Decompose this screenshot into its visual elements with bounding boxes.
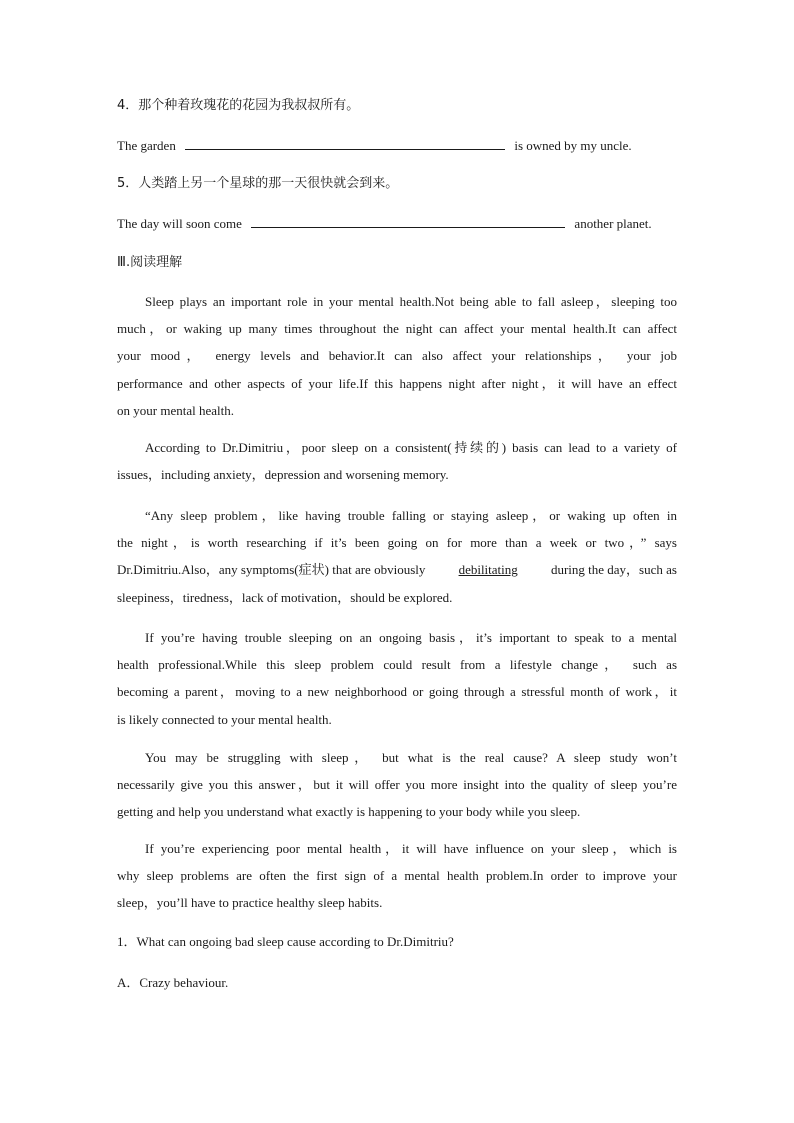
question-1-stem: 1．What can ongoing bad sleep cause according to Dr.Dimitriu? <box>117 934 454 949</box>
passage-line: why sleep problems are often the first sign of a mental health problem.In order to improve your <box>117 868 677 884</box>
passage-paragraph-5 <box>117 744 677 826</box>
passage-paragraph-2 <box>117 434 677 488</box>
question-4-prompt: 4．那个种着玫瑰花的花园为我叔叔所有。 <box>117 98 360 113</box>
passage-line-start: Dr.Dimitriu.Also，any symptoms(症状) that are obviously <box>117 562 426 578</box>
passage-line: much，or waking up many times throughout the night can affect your mental health.It can affect <box>117 321 677 337</box>
passage-paragraph-6 <box>117 835 677 917</box>
question-5-blank[interactable] <box>251 216 565 228</box>
passage-line: performance and other aspects of your life.If this happens night after night，it will have an effect <box>117 375 677 391</box>
passage-line: getting and help you understand what exactly is happening to your body while you sleep. <box>117 804 581 820</box>
passage-line: health professional.While this sleep problem could result from a lifestyle change， such as <box>117 657 677 673</box>
passage-line: You may be struggling with sleep， but what is the real cause? A sleep study won’t <box>145 750 677 765</box>
passage-line: on your mental health. <box>117 402 234 418</box>
passage-line: the night，is worth researching if it’s been going on for more than a week or two，” says <box>117 535 677 551</box>
passage-line-end: during the day，such as <box>550 562 677 578</box>
question-4-sentence <box>117 138 632 154</box>
passage-line: is likely connected to your mental health. <box>117 711 332 727</box>
passage-line: According to Dr.Dimitriu，poor sleep on a consistent(持续的) basis can lead to a variety of <box>145 440 677 455</box>
question-5-prompt: 5．人类踏上另一个星球的那一天很快就会到来。 <box>117 176 399 191</box>
question-5-before: The day will soon come <box>117 216 242 231</box>
passage-line: becoming a parent，moving to a new neighborhood or going through a stressful month of work，it <box>117 684 677 700</box>
question-1-option-a[interactable]: A．Crazy behaviour. <box>117 975 229 990</box>
passage-paragraph-3 <box>117 502 677 611</box>
passage-line: If you’re experiencing poor mental health，it will have influence on your sleep，which is <box>145 841 677 856</box>
passage-line: Sleep plays an important role in your mental health.Not being able to fall asleep，sleeping too <box>145 294 677 309</box>
passage-line: sleep，you’ll have to practice healthy sleep habits. <box>117 895 383 911</box>
question-5-sentence <box>117 216 652 232</box>
passage-paragraph-4 <box>117 624 677 733</box>
question-4-before: The garden <box>117 138 176 153</box>
passage-line: necessarily give you this answer，but it will offer you more insight into the quality of sleep you’re <box>117 777 677 793</box>
underlined-word: debilitating <box>458 562 518 578</box>
section-title: Ⅲ.阅读理解 <box>117 255 183 270</box>
passage-paragraph-1 <box>117 288 677 424</box>
question-4-after: is owned by my uncle. <box>514 138 632 153</box>
question-5-after: another planet. <box>574 216 652 231</box>
passage-line: issues，including anxiety，depression and worsening memory. <box>117 467 449 483</box>
passage-line: sleepiness，tiredness，lack of motivation，should be explored. <box>117 589 453 605</box>
question-4-blank[interactable] <box>185 138 505 150</box>
passage-line: If you’re having trouble sleeping on an ongoing basis，it’s important to speak to a mental <box>145 630 677 645</box>
passage-line <box>117 556 677 583</box>
passage-line: “Any sleep problem，like having trouble falling or staying asleep，or waking up often in <box>145 508 677 523</box>
passage-line: your mood， energy levels and behavior.It can also affect your relationships， your job <box>117 348 677 364</box>
